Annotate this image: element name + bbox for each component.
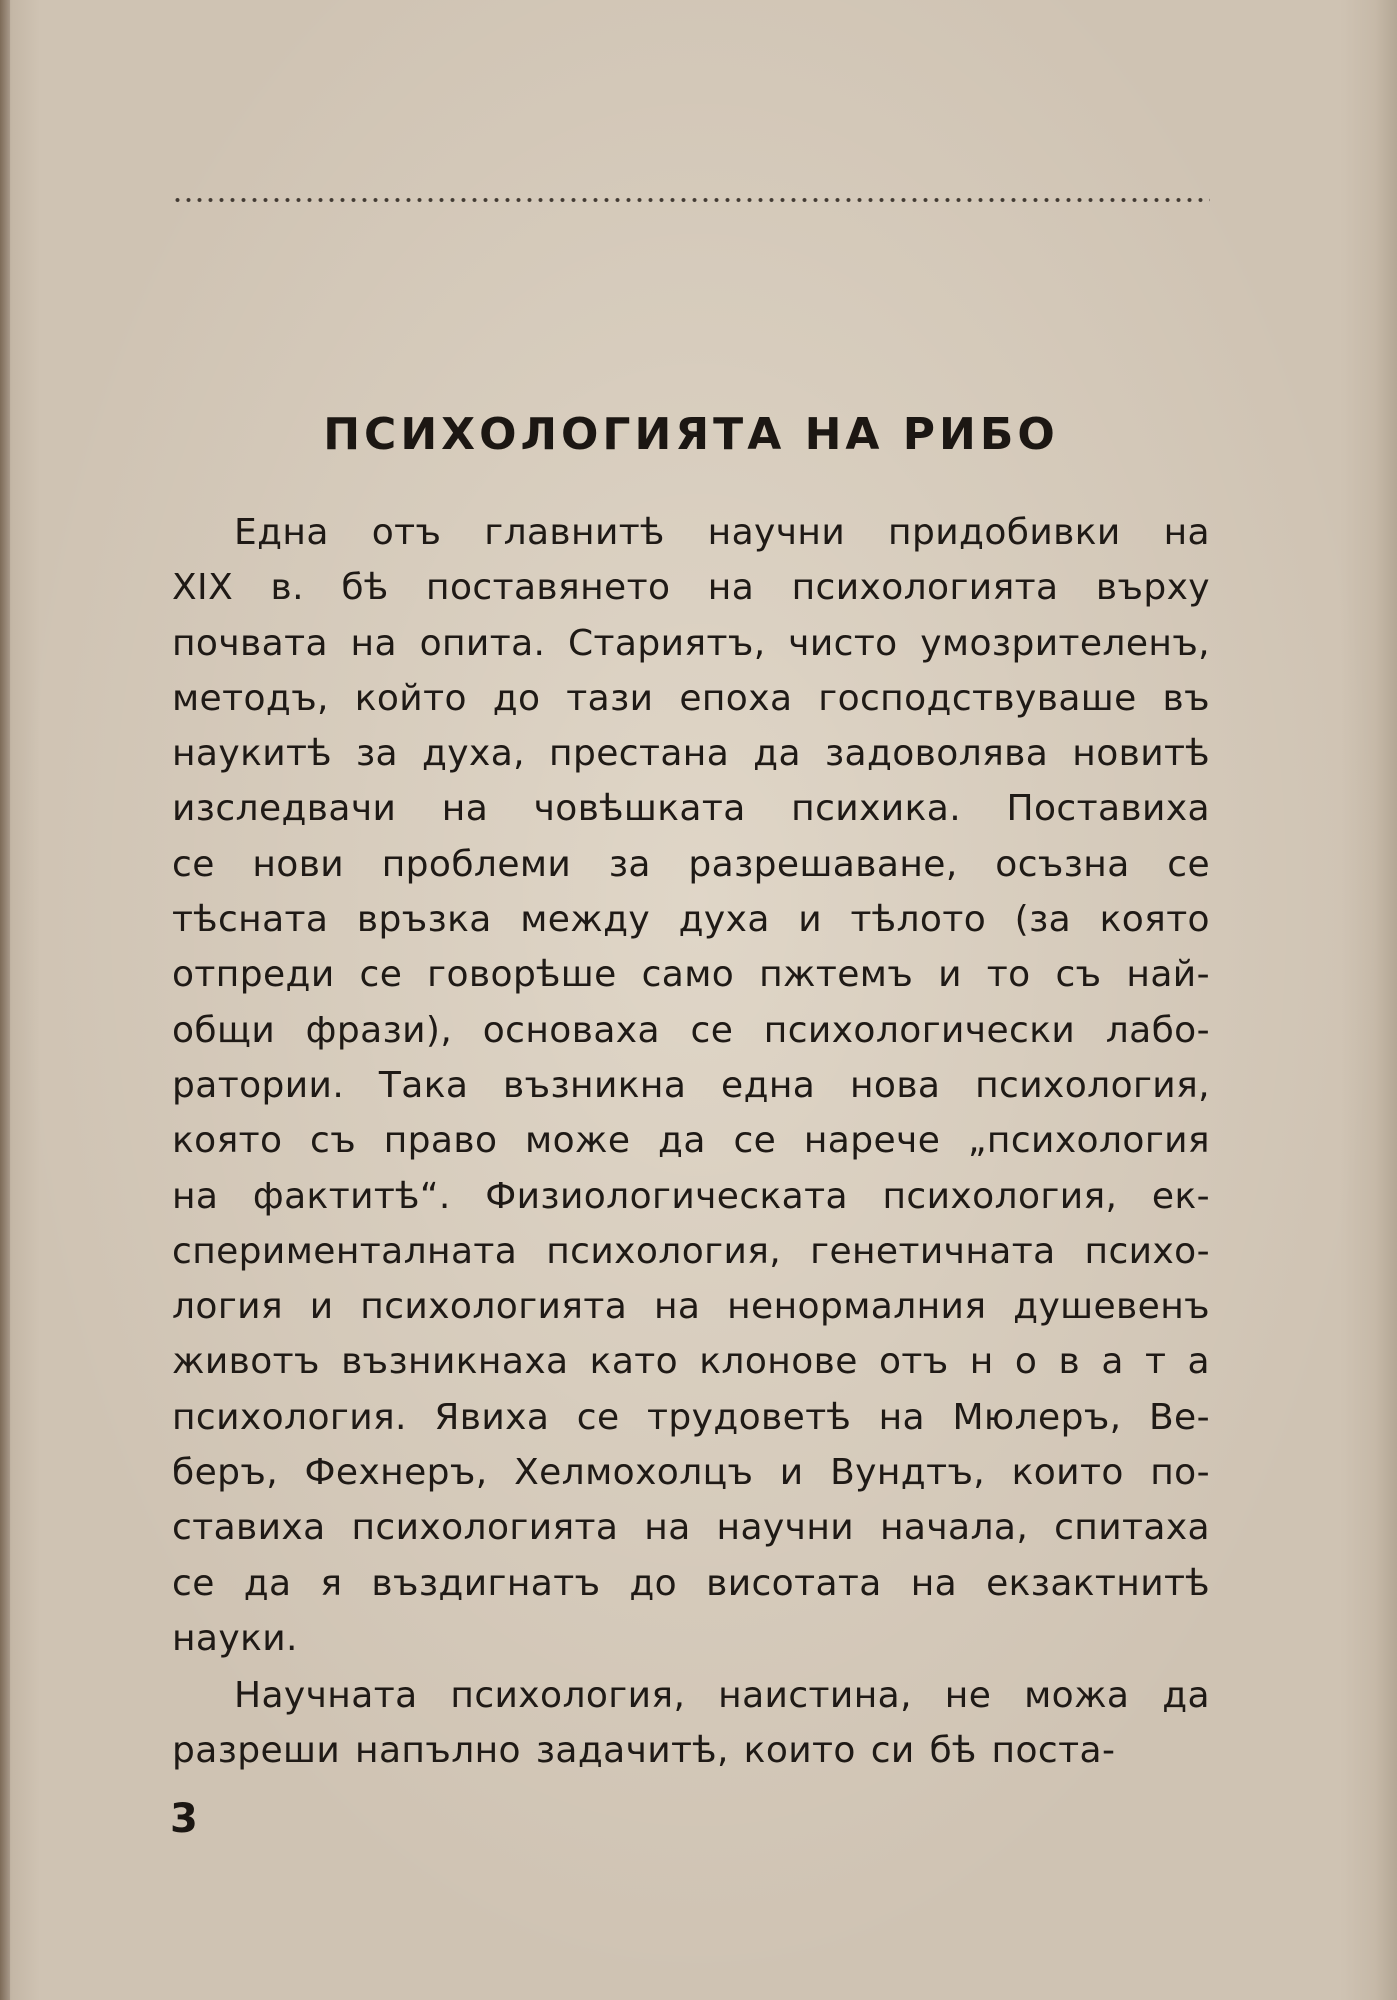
text-line: наукитѣ за духа, престана да задоволява новитѣ	[172, 733, 1210, 775]
text-line: общи фрази), основаха се психологически лабо-	[172, 1009, 1210, 1051]
text-line: която съ право може да се нарече „психология	[172, 1120, 1210, 1162]
text-line: се да я въздигнатъ до висотата на екзактнитѣ	[172, 1562, 1210, 1604]
text-line: отпреди се говорѣше само пжтемъ и то съ най-	[172, 954, 1210, 996]
paragraph-2	[172, 1668, 1210, 1779]
text-line: Една отъ главнитѣ научни придобивки на	[234, 512, 1210, 553]
text-line: се нови проблеми за разрешаване, осъзна се	[172, 843, 1210, 885]
text-line: психология. Явиха се трудоветѣ на Мюлеръ, Ве-	[172, 1396, 1210, 1438]
text-line: тѣсната връзка между духа и тѣлото (за която	[172, 899, 1210, 941]
text-line: разреши напълно задачитѣ, които си бѣ поста-	[172, 1730, 1116, 1772]
text-line: ратории. Така възникна една нова психология,	[172, 1064, 1210, 1106]
dotted-rule	[172, 196, 1210, 204]
text-line: почвата на опита. Стариятъ, чисто умозрителенъ,	[172, 622, 1210, 664]
text-line: на фактитѣ“. Физиологическата психология, ек-	[172, 1175, 1210, 1217]
text-line: беръ, Фехнеръ, Хелмохолцъ и Вундтъ, които по-	[172, 1452, 1210, 1494]
paragraph-1	[172, 505, 1210, 1666]
text-line: ставиха психологията на научни начала, спитаха	[172, 1507, 1210, 1549]
text-line: животъ възникнаха като клонове отъ н о в а т а	[172, 1341, 1210, 1383]
text-line: науки.	[172, 1617, 298, 1659]
page-number: 3	[170, 1796, 198, 1842]
book-spine-shadow	[0, 0, 10, 2000]
text-line: XIX в. бѣ поставянето на психологията върху	[172, 567, 1210, 609]
text-line: сперименталната психология, генетичната психо-	[172, 1230, 1210, 1272]
text-line: Научната психология, наистина, не можа да	[234, 1675, 1210, 1716]
chapter-title: ПСИХОЛОГИЯТА НА РИБО	[323, 409, 1059, 460]
text-line: логия и психологията на ненормалния душевенъ	[172, 1286, 1210, 1328]
text-line: методъ, който до тази епоха господствуваше въ	[172, 677, 1210, 719]
text-line: изследвачи на човѣшката психика. Поставиха	[172, 788, 1210, 830]
